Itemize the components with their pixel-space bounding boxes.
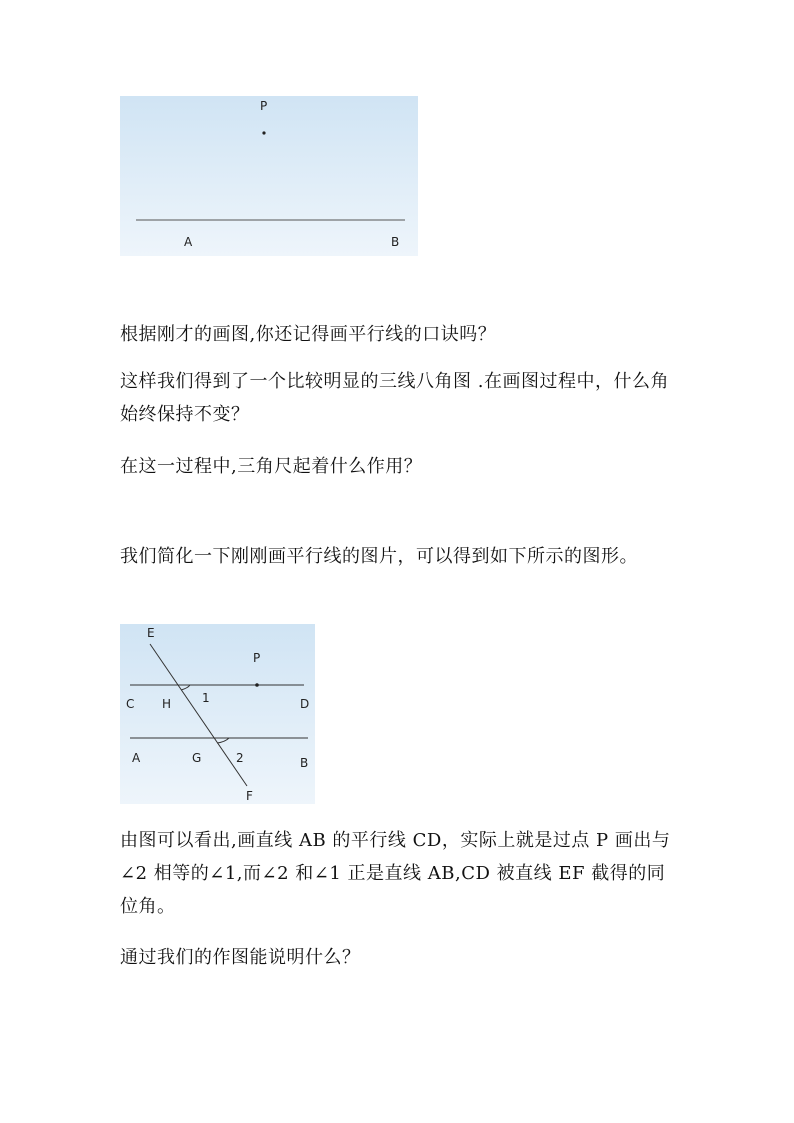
figure1-background (120, 96, 418, 256)
point-p-dot (262, 131, 265, 134)
label-c: C (126, 697, 135, 711)
label-f: F (246, 789, 253, 803)
figure-point-and-line (120, 96, 418, 256)
paragraph-3: 在这一过程中,三角尺起着什么作用？ (120, 456, 423, 477)
figure1-svg (120, 96, 418, 256)
paragraph-5: 由图可以看出,画直线 AB 的平行线 CD，实际上就是过点 P 画出与∠2 相等的∠1,而∠2 和∠1 正是直线 AB,CD 被直线 EF 截得的同位角。 (120, 830, 671, 917)
paragraph-2: 这样我们得到了一个比较明显的三线八角图 .在画图过程中，什么角始终保持不变？ (120, 371, 669, 425)
label-b: B (300, 756, 309, 770)
point-p-dot (255, 683, 259, 687)
figure-parallel-lines-transversal (120, 624, 315, 804)
label-p: P (260, 99, 268, 113)
label-h: H (162, 697, 172, 711)
label-a: A (184, 235, 193, 249)
label-d: D (300, 697, 310, 711)
paragraph-4: 我们简化一下刚刚画平行线的图片，可以得到如下所示的图形。 (120, 546, 638, 567)
label-p: P (253, 651, 261, 665)
label-e: E (147, 626, 155, 640)
label-b: B (391, 235, 400, 249)
label-angle-2: 2 (236, 751, 244, 765)
label-a: A (132, 751, 141, 765)
figure2-background (120, 624, 315, 804)
paragraph-1: 根据刚才的画图,你还记得画平行线的口诀吗？ (120, 324, 497, 345)
figure2-svg (120, 624, 315, 804)
label-g: G (192, 751, 202, 765)
paragraph-6: 通过我们的作图能说明什么？ (120, 947, 361, 968)
label-angle-1: 1 (202, 691, 210, 705)
